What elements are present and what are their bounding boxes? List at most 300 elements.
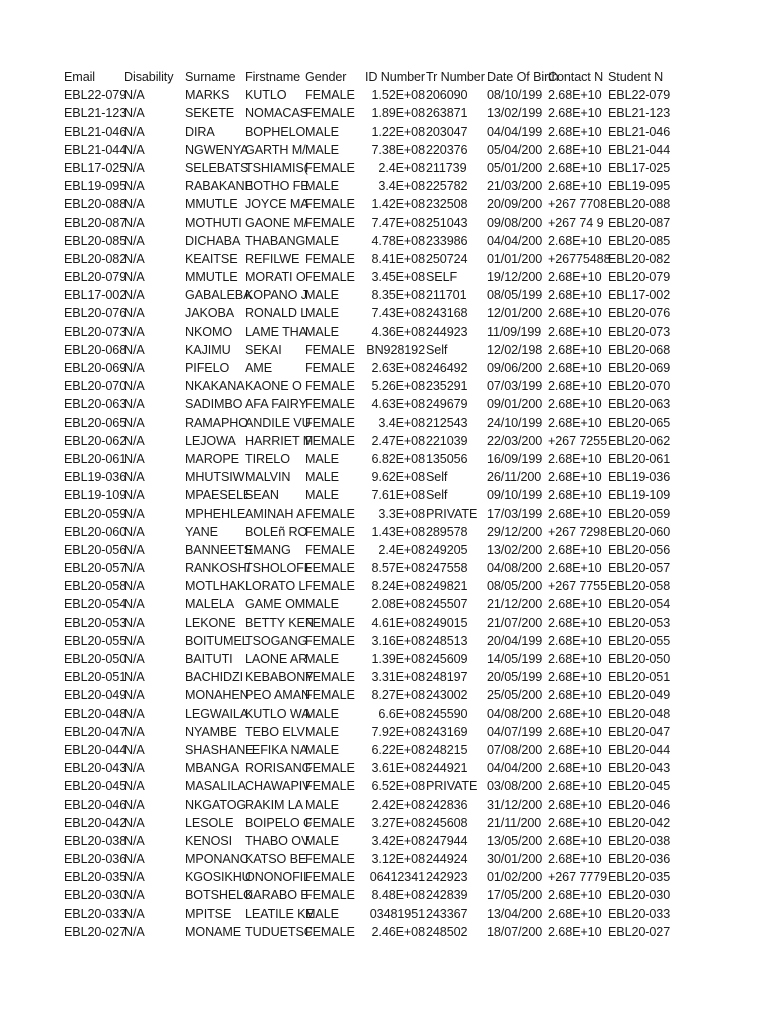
firstname-cell[interactable]: GAME OM bbox=[245, 597, 306, 612]
student-number-cell[interactable]: EBL20-043 bbox=[608, 761, 671, 776]
date-of-birth-cell[interactable]: 03/08/200 bbox=[487, 779, 543, 794]
gender-cell[interactable]: FEMALE bbox=[305, 888, 355, 903]
firstname-cell[interactable]: GARTH M/ bbox=[245, 142, 306, 157]
tr-number-cell[interactable]: 247944 bbox=[426, 833, 468, 848]
contact-number-cell[interactable]: 2.68E+10 bbox=[548, 306, 602, 321]
gender-cell[interactable]: FEMALE bbox=[305, 815, 355, 830]
email-cell[interactable]: EBL20-036 bbox=[64, 852, 127, 867]
id-number-cell[interactable]: 8.41E+08 bbox=[371, 251, 425, 266]
firstname-cell[interactable]: THABO OV bbox=[245, 833, 310, 848]
gender-cell[interactable]: FEMALE bbox=[305, 215, 355, 230]
id-number-cell[interactable]: 3.12E+08 bbox=[371, 852, 425, 867]
email-cell[interactable]: EBL20-051 bbox=[64, 670, 127, 685]
date-of-birth-cell[interactable]: 16/09/199 bbox=[487, 451, 543, 466]
surname-cell[interactable]: BANNEETS bbox=[185, 542, 253, 557]
gender-cell[interactable]: FEMALE bbox=[305, 506, 355, 521]
disability-cell[interactable]: N/A bbox=[124, 361, 145, 375]
disability-cell[interactable]: N/A bbox=[124, 542, 145, 557]
id-number-cell[interactable]: 3.27E+08 bbox=[371, 815, 425, 830]
date-of-birth-cell[interactable]: 24/10/199 bbox=[487, 415, 543, 430]
surname-cell[interactable]: RANKOSH/ bbox=[185, 561, 250, 576]
firstname-cell[interactable]: REFILWE bbox=[245, 251, 300, 266]
student-number-cell[interactable]: EBL20-085 bbox=[608, 233, 671, 248]
contact-number-cell[interactable]: 2.68E+10 bbox=[548, 179, 602, 194]
date-of-birth-cell[interactable]: 13/04/200 bbox=[487, 906, 543, 921]
surname-cell[interactable]: MPAESELE bbox=[185, 488, 252, 503]
firstname-cell[interactable]: CHAWAPIV bbox=[245, 779, 311, 794]
disability-cell[interactable]: N/A bbox=[124, 815, 145, 830]
contact-number-cell[interactable]: 2.68E+10 bbox=[548, 361, 602, 375]
date-of-birth-cell[interactable]: 21/12/200 bbox=[487, 597, 543, 612]
date-of-birth-cell[interactable]: 21/07/200 bbox=[487, 615, 543, 630]
student-number-cell[interactable]: EBL20-061 bbox=[608, 451, 671, 466]
surname-cell[interactable]: MMUTLE bbox=[185, 197, 238, 212]
date-of-birth-cell[interactable]: 20/09/200 bbox=[487, 197, 543, 212]
id-number-cell[interactable]: 4.61E+08 bbox=[371, 615, 425, 630]
surname-cell[interactable]: GABALEBA bbox=[185, 288, 252, 303]
email-cell[interactable]: EBL20-059 bbox=[64, 506, 127, 521]
email-cell[interactable]: EBL20-079 bbox=[64, 270, 127, 285]
student-number-cell[interactable]: EBL20-038 bbox=[608, 833, 671, 848]
contact-number-cell[interactable]: +267 7298 bbox=[548, 524, 607, 539]
firstname-cell[interactable]: MORATI O bbox=[245, 270, 306, 285]
id-number-cell[interactable]: 3.3E+08 bbox=[378, 506, 425, 521]
tr-number-cell[interactable]: 232508 bbox=[426, 197, 468, 212]
tr-number-cell[interactable]: 233986 bbox=[426, 233, 468, 248]
surname-cell[interactable]: MPITSE bbox=[185, 906, 232, 921]
email-cell[interactable]: EBL20-046 bbox=[64, 797, 127, 812]
email-cell[interactable]: EBL20-035 bbox=[64, 870, 127, 885]
tr-number-cell[interactable]: 212543 bbox=[426, 415, 468, 430]
student-number-cell[interactable]: EBL20-033 bbox=[608, 906, 671, 921]
date-of-birth-cell[interactable]: 19/12/200 bbox=[487, 270, 543, 285]
gender-cell[interactable]: FEMALE bbox=[305, 670, 355, 685]
email-cell[interactable]: EBL20-060 bbox=[64, 524, 127, 539]
date-of-birth-cell[interactable]: 31/12/200 bbox=[487, 797, 543, 812]
tr-number-cell[interactable]: 248513 bbox=[426, 633, 468, 648]
contact-number-cell[interactable]: 2.68E+10 bbox=[548, 779, 602, 794]
email-cell[interactable]: EBL20-055 bbox=[64, 633, 127, 648]
disability-cell[interactable]: N/A bbox=[124, 506, 145, 521]
student-number-cell[interactable]: EBL20-056 bbox=[608, 542, 671, 557]
contact-number-cell[interactable]: 2.68E+10 bbox=[548, 106, 602, 121]
id-number-cell[interactable]: 7.47E+08 bbox=[371, 215, 425, 230]
student-number-cell[interactable]: EBL17-025 bbox=[608, 160, 671, 175]
firstname-cell[interactable]: KUTLO bbox=[245, 88, 287, 103]
firstname-cell[interactable]: TSHIAMIS( bbox=[245, 160, 308, 175]
contact-number-cell[interactable]: 2.68E+10 bbox=[548, 488, 602, 503]
surname-cell[interactable]: SELEBATS bbox=[185, 160, 249, 175]
student-number-cell[interactable]: EBL20-051 bbox=[608, 670, 671, 685]
date-of-birth-cell[interactable]: 12/02/198 bbox=[487, 342, 543, 357]
id-number-cell[interactable]: 1.39E+08 bbox=[371, 652, 425, 666]
disability-cell[interactable]: N/A bbox=[124, 451, 145, 466]
gender-cell[interactable]: MALE bbox=[305, 306, 339, 321]
disability-cell[interactable]: N/A bbox=[124, 670, 145, 685]
student-number-cell[interactable]: EBL20-036 bbox=[608, 852, 671, 867]
disability-cell[interactable]: N/A bbox=[124, 797, 145, 812]
disability-cell[interactable]: N/A bbox=[124, 324, 145, 339]
email-cell[interactable]: EBL17-002 bbox=[64, 288, 127, 303]
gender-cell[interactable]: MALE bbox=[305, 652, 339, 666]
gender-cell[interactable]: MALE bbox=[305, 706, 339, 721]
student-number-cell[interactable]: EBL20-087 bbox=[608, 215, 671, 230]
tr-number-cell[interactable]: 242839 bbox=[426, 888, 468, 903]
date-of-birth-cell[interactable]: 04/04/199 bbox=[487, 124, 543, 139]
student-number-cell[interactable]: EBL20-079 bbox=[608, 270, 671, 285]
gender-cell[interactable]: FEMALE bbox=[305, 379, 355, 394]
disability-cell[interactable]: N/A bbox=[124, 270, 145, 285]
id-number-cell[interactable]: 8.35E+08 bbox=[371, 288, 425, 303]
firstname-cell[interactable]: LAONE AR bbox=[245, 652, 308, 666]
id-number-cell[interactable]: 3.42E+08 bbox=[371, 833, 425, 848]
student-number-cell[interactable]: EBL20-058 bbox=[608, 579, 671, 594]
surname-cell[interactable]: MPONANC bbox=[185, 852, 249, 867]
gender-cell[interactable]: FEMALE bbox=[305, 197, 355, 212]
email-cell[interactable]: EBL20-073 bbox=[64, 324, 127, 339]
contact-number-cell[interactable]: 2.68E+10 bbox=[548, 906, 602, 921]
email-cell[interactable]: EBL20-056 bbox=[64, 542, 127, 557]
tr-number-cell[interactable]: 135056 bbox=[426, 451, 468, 466]
disability-cell[interactable]: N/A bbox=[124, 251, 145, 266]
gender-cell[interactable]: MALE bbox=[305, 488, 339, 503]
firstname-cell[interactable]: MALVIN bbox=[245, 470, 291, 485]
date-of-birth-cell[interactable]: 21/11/200 bbox=[487, 815, 542, 830]
tr-number-cell[interactable]: SELF bbox=[426, 270, 458, 285]
column-header-date-of-birth[interactable]: Date Of Birth bbox=[487, 70, 559, 84]
id-number-cell[interactable]: 2.42E+08 bbox=[371, 797, 425, 812]
id-number-cell[interactable]: 3.4E+08 bbox=[378, 415, 425, 430]
student-number-cell[interactable]: EBL21-123 bbox=[608, 106, 671, 121]
column-header-surname[interactable]: Surname bbox=[185, 70, 236, 84]
surname-cell[interactable]: LESOLE bbox=[185, 815, 234, 830]
disability-cell[interactable]: N/A bbox=[124, 470, 145, 485]
contact-number-cell[interactable]: 2.68E+10 bbox=[548, 124, 602, 139]
surname-cell[interactable]: MBANGA bbox=[185, 761, 239, 776]
contact-number-cell[interactable]: 2.68E+10 bbox=[548, 724, 602, 739]
gender-cell[interactable]: MALE bbox=[305, 179, 339, 194]
student-number-cell[interactable]: EBL20-042 bbox=[608, 815, 671, 830]
disability-cell[interactable]: N/A bbox=[124, 342, 145, 357]
student-number-cell[interactable]: EBL20-063 bbox=[608, 397, 671, 412]
column-header-student-number[interactable]: Student N bbox=[608, 70, 664, 84]
contact-number-cell[interactable]: 2.68E+10 bbox=[548, 833, 602, 848]
email-cell[interactable]: EBL20-048 bbox=[64, 706, 127, 721]
tr-number-cell[interactable]: 248215 bbox=[426, 742, 468, 757]
gender-cell[interactable]: MALE bbox=[305, 124, 339, 139]
firstname-cell[interactable]: TSOGANG bbox=[245, 633, 308, 648]
id-number-cell[interactable]: 9.62E+08 bbox=[371, 470, 425, 485]
date-of-birth-cell[interactable]: 07/08/200 bbox=[487, 742, 543, 757]
gender-cell[interactable]: FEMALE bbox=[305, 433, 355, 448]
date-of-birth-cell[interactable]: 26/11/200 bbox=[487, 470, 542, 485]
firstname-cell[interactable]: KARABO E bbox=[245, 888, 309, 903]
firstname-cell[interactable]: BOIPELO C bbox=[245, 815, 312, 830]
date-of-birth-cell[interactable]: 13/02/199 bbox=[487, 106, 543, 121]
firstname-cell[interactable]: SEKAI bbox=[245, 342, 282, 357]
id-number-cell[interactable]: BN928192 bbox=[366, 342, 425, 357]
tr-number-cell[interactable]: Self bbox=[426, 488, 448, 503]
student-number-cell[interactable]: EBL20-068 bbox=[608, 342, 671, 357]
date-of-birth-cell[interactable]: 13/02/200 bbox=[487, 542, 543, 557]
firstname-cell[interactable]: EMANG bbox=[245, 542, 291, 557]
date-of-birth-cell[interactable]: 22/03/200 bbox=[487, 433, 543, 448]
date-of-birth-cell[interactable]: 21/03/200 bbox=[487, 179, 543, 194]
tr-number-cell[interactable]: 245608 bbox=[426, 815, 468, 830]
date-of-birth-cell[interactable]: 09/06/200 bbox=[487, 361, 543, 375]
firstname-cell[interactable]: THABANG bbox=[245, 233, 306, 248]
firstname-cell[interactable]: HARRIET M bbox=[245, 433, 314, 448]
tr-number-cell[interactable]: 247558 bbox=[426, 561, 468, 576]
contact-number-cell[interactable]: 2.68E+10 bbox=[548, 652, 602, 666]
gender-cell[interactable]: FEMALE bbox=[305, 251, 355, 266]
date-of-birth-cell[interactable]: 08/05/200 bbox=[487, 579, 543, 594]
contact-number-cell[interactable]: 2.68E+10 bbox=[548, 451, 602, 466]
email-cell[interactable]: EBL20-042 bbox=[64, 815, 127, 830]
surname-cell[interactable]: KEAITSE bbox=[185, 251, 238, 266]
firstname-cell[interactable]: AMINAH A bbox=[245, 506, 305, 521]
firstname-cell[interactable]: BOPHELO bbox=[245, 124, 306, 139]
firstname-cell[interactable]: BOTHO FE bbox=[245, 179, 309, 194]
date-of-birth-cell[interactable]: 17/05/200 bbox=[487, 888, 543, 903]
gender-cell[interactable]: FEMALE bbox=[305, 106, 355, 121]
surname-cell[interactable]: BAITUTI bbox=[185, 652, 233, 666]
disability-cell[interactable]: N/A bbox=[124, 688, 145, 703]
student-number-cell[interactable]: EBL21-046 bbox=[608, 124, 671, 139]
surname-cell[interactable]: SEKETE bbox=[185, 106, 235, 121]
firstname-cell[interactable]: KUTLO WA bbox=[245, 706, 310, 721]
contact-number-cell[interactable]: 2.68E+10 bbox=[548, 324, 602, 339]
email-cell[interactable]: EBL19-095 bbox=[64, 179, 127, 194]
disability-cell[interactable]: N/A bbox=[124, 197, 145, 212]
contact-number-cell[interactable]: 2.68E+10 bbox=[548, 742, 602, 757]
tr-number-cell[interactable]: 249679 bbox=[426, 397, 468, 412]
gender-cell[interactable]: MALE bbox=[305, 288, 339, 303]
firstname-cell[interactable]: AFA FAIRY bbox=[245, 397, 307, 412]
student-number-cell[interactable]: EBL20-082 bbox=[608, 251, 671, 266]
firstname-cell[interactable]: KOPANO J bbox=[245, 288, 307, 303]
firstname-cell[interactable]: GAONE M/ bbox=[245, 215, 308, 230]
contact-number-cell[interactable]: 2.68E+10 bbox=[548, 761, 602, 776]
tr-number-cell[interactable]: 235291 bbox=[426, 379, 468, 394]
student-number-cell[interactable]: EBL20-047 bbox=[608, 724, 671, 739]
date-of-birth-cell[interactable]: 05/04/200 bbox=[487, 142, 543, 157]
email-cell[interactable]: EBL21-044 bbox=[64, 142, 127, 157]
id-number-cell[interactable]: 3.45E+08 bbox=[371, 270, 425, 285]
email-cell[interactable]: EBL19-109 bbox=[64, 488, 127, 503]
id-number-cell[interactable]: 2.46E+08 bbox=[371, 924, 425, 939]
surname-cell[interactable]: NKGATOG bbox=[185, 797, 247, 812]
firstname-cell[interactable]: RONALD L bbox=[245, 306, 308, 321]
student-number-cell[interactable]: EBL20-054 bbox=[608, 597, 671, 612]
student-number-cell[interactable]: EBL20-027 bbox=[608, 924, 671, 939]
email-cell[interactable]: EBL20-062 bbox=[64, 433, 127, 448]
tr-number-cell[interactable]: 289578 bbox=[426, 524, 468, 539]
tr-number-cell[interactable]: 249015 bbox=[426, 615, 468, 630]
firstname-cell[interactable]: ANDILE VU bbox=[245, 415, 311, 430]
tr-number-cell[interactable]: 248502 bbox=[426, 924, 468, 939]
surname-cell[interactable]: MASALILA bbox=[185, 779, 246, 794]
date-of-birth-cell[interactable]: 20/04/199 bbox=[487, 633, 543, 648]
date-of-birth-cell[interactable]: 08/05/199 bbox=[487, 288, 543, 303]
surname-cell[interactable]: MONAME bbox=[185, 924, 242, 939]
tr-number-cell[interactable]: 203047 bbox=[426, 124, 468, 139]
disability-cell[interactable]: N/A bbox=[124, 488, 145, 503]
student-number-cell[interactable]: EBL20-048 bbox=[608, 706, 671, 721]
student-number-cell[interactable]: EBL20-070 bbox=[608, 379, 671, 394]
tr-number-cell[interactable]: 245507 bbox=[426, 597, 468, 612]
id-number-cell[interactable]: 4.78E+08 bbox=[371, 233, 425, 248]
surname-cell[interactable]: BOTSHELO bbox=[185, 888, 253, 903]
surname-cell[interactable]: BOITUMEL bbox=[185, 633, 249, 648]
student-number-cell[interactable]: EBL21-044 bbox=[608, 142, 671, 157]
contact-number-cell[interactable]: 2.68E+10 bbox=[548, 288, 602, 303]
contact-number-cell[interactable]: 2.68E+10 bbox=[548, 542, 602, 557]
contact-number-cell[interactable]: 2.68E+10 bbox=[548, 615, 602, 630]
column-header-gender[interactable]: Gender bbox=[305, 70, 347, 84]
surname-cell[interactable]: MPHEHLE bbox=[185, 506, 246, 521]
firstname-cell[interactable]: SEAN bbox=[245, 488, 279, 503]
id-number-cell[interactable]: 6.22E+08 bbox=[371, 742, 425, 757]
date-of-birth-cell[interactable]: 04/04/200 bbox=[487, 233, 543, 248]
id-number-cell[interactable]: 1.42E+08 bbox=[371, 197, 425, 212]
contact-number-cell[interactable]: 2.68E+10 bbox=[548, 706, 602, 721]
gender-cell[interactable]: FEMALE bbox=[305, 415, 355, 430]
disability-cell[interactable]: N/A bbox=[124, 415, 145, 430]
contact-number-cell[interactable]: +267 7708 bbox=[548, 197, 607, 212]
date-of-birth-cell[interactable]: 09/10/199 bbox=[487, 488, 543, 503]
disability-cell[interactable]: N/A bbox=[124, 852, 145, 867]
contact-number-cell[interactable]: 2.68E+10 bbox=[548, 633, 602, 648]
id-number-cell[interactable]: 8.24E+08 bbox=[371, 579, 425, 594]
disability-cell[interactable]: N/A bbox=[124, 615, 145, 630]
firstname-cell[interactable]: TIRELO bbox=[245, 451, 290, 466]
contact-number-cell[interactable]: 2.68E+10 bbox=[548, 470, 602, 485]
surname-cell[interactable]: NGWENYA bbox=[185, 142, 249, 157]
contact-number-cell[interactable]: +267 7755 bbox=[548, 579, 607, 594]
surname-cell[interactable]: SHASHANE bbox=[185, 742, 254, 757]
tr-number-cell[interactable]: 211701 bbox=[426, 288, 467, 303]
email-cell[interactable]: EBL20-076 bbox=[64, 306, 127, 321]
contact-number-cell[interactable]: 2.68E+10 bbox=[548, 379, 602, 394]
email-cell[interactable]: EBL20-070 bbox=[64, 379, 127, 394]
id-number-cell[interactable]: 4.63E+08 bbox=[371, 397, 425, 412]
email-cell[interactable]: EBL20-044 bbox=[64, 742, 127, 757]
student-number-cell[interactable]: EBL20-057 bbox=[608, 561, 671, 576]
email-cell[interactable]: EBL22-079 bbox=[64, 88, 127, 103]
student-number-cell[interactable]: EBL20-035 bbox=[608, 870, 671, 885]
date-of-birth-cell[interactable]: 07/03/199 bbox=[487, 379, 543, 394]
gender-cell[interactable]: FEMALE bbox=[305, 524, 355, 539]
email-cell[interactable]: EBL20-049 bbox=[64, 688, 127, 703]
firstname-cell[interactable]: KEBABONY bbox=[245, 670, 314, 685]
tr-number-cell[interactable]: 263871 bbox=[426, 106, 468, 121]
disability-cell[interactable]: N/A bbox=[124, 160, 145, 175]
firstname-cell[interactable]: BETTY KEN bbox=[245, 615, 314, 630]
tr-number-cell[interactable]: 220376 bbox=[426, 142, 468, 157]
id-number-cell[interactable]: 4.36E+08 bbox=[371, 324, 425, 339]
id-number-cell[interactable]: 7.43E+08 bbox=[371, 306, 425, 321]
student-number-cell[interactable]: EBL20-088 bbox=[608, 197, 671, 212]
firstname-cell[interactable]: TEBO ELVI bbox=[245, 724, 309, 739]
contact-number-cell[interactable]: 2.68E+10 bbox=[548, 397, 602, 412]
disability-cell[interactable]: N/A bbox=[124, 633, 145, 648]
email-cell[interactable]: EBL17-025 bbox=[64, 160, 127, 175]
disability-cell[interactable]: N/A bbox=[124, 761, 145, 776]
student-number-cell[interactable]: EBL19-109 bbox=[608, 488, 671, 503]
firstname-cell[interactable]: PEO AMAN bbox=[245, 688, 310, 703]
gender-cell[interactable]: FEMALE bbox=[305, 561, 355, 576]
column-header-firstname[interactable]: Firstname bbox=[245, 70, 301, 84]
disability-cell[interactable]: N/A bbox=[124, 561, 145, 576]
email-cell[interactable]: EBL20-030 bbox=[64, 888, 127, 903]
date-of-birth-cell[interactable]: 09/08/200 bbox=[487, 215, 543, 230]
email-cell[interactable]: EBL20-085 bbox=[64, 233, 127, 248]
contact-number-cell[interactable]: 2.68E+10 bbox=[548, 852, 602, 867]
tr-number-cell[interactable]: 243169 bbox=[426, 724, 468, 739]
email-cell[interactable]: EBL20-061 bbox=[64, 451, 127, 466]
gender-cell[interactable]: FEMALE bbox=[305, 270, 355, 285]
student-number-cell[interactable]: EBL20-073 bbox=[608, 324, 671, 339]
firstname-cell[interactable]: TSHOLOFE bbox=[245, 561, 313, 576]
tr-number-cell[interactable]: 243168 bbox=[426, 306, 468, 321]
tr-number-cell[interactable]: 249205 bbox=[426, 542, 468, 557]
contact-number-cell[interactable]: 2.68E+10 bbox=[548, 88, 602, 103]
id-number-cell[interactable]: 1.52E+08 bbox=[371, 88, 425, 103]
student-number-cell[interactable]: EBL20-046 bbox=[608, 797, 671, 812]
email-cell[interactable]: EBL20-053 bbox=[64, 615, 127, 630]
gender-cell[interactable]: FEMALE bbox=[305, 852, 355, 867]
contact-number-cell[interactable]: 2.68E+10 bbox=[548, 160, 602, 175]
disability-cell[interactable]: N/A bbox=[124, 906, 145, 921]
id-number-cell[interactable]: 3.31E+08 bbox=[371, 670, 425, 685]
gender-cell[interactable]: MALE bbox=[305, 833, 339, 848]
firstname-cell[interactable]: ONONOFIL bbox=[245, 870, 310, 885]
id-number-cell[interactable]: 8.27E+08 bbox=[371, 688, 425, 703]
contact-number-cell[interactable]: 2.68E+10 bbox=[548, 815, 602, 830]
date-of-birth-cell[interactable]: 30/01/200 bbox=[487, 852, 543, 867]
id-number-cell[interactable]: 1.22E+08 bbox=[371, 124, 425, 139]
firstname-cell[interactable]: LORATO L bbox=[245, 579, 306, 594]
date-of-birth-cell[interactable]: 04/07/199 bbox=[487, 724, 543, 739]
id-number-cell[interactable]: 3.4E+08 bbox=[378, 179, 425, 194]
contact-number-cell[interactable]: 2.68E+10 bbox=[548, 688, 602, 703]
surname-cell[interactable]: LEKONE bbox=[185, 615, 236, 630]
date-of-birth-cell[interactable]: 01/01/200 bbox=[487, 251, 543, 266]
disability-cell[interactable]: N/A bbox=[124, 215, 145, 230]
surname-cell[interactable]: MONAHEN bbox=[185, 688, 249, 703]
date-of-birth-cell[interactable]: 01/02/200 bbox=[487, 870, 543, 885]
student-number-cell[interactable]: EBL17-002 bbox=[608, 288, 671, 303]
disability-cell[interactable]: N/A bbox=[124, 88, 145, 103]
surname-cell[interactable]: YANE bbox=[185, 524, 218, 539]
email-cell[interactable]: EBL20-043 bbox=[64, 761, 127, 776]
id-number-cell[interactable]: 1.89E+08 bbox=[371, 106, 425, 121]
date-of-birth-cell[interactable]: 20/05/199 bbox=[487, 670, 543, 685]
tr-number-cell[interactable]: 244923 bbox=[426, 324, 468, 339]
date-of-birth-cell[interactable]: 09/01/200 bbox=[487, 397, 543, 412]
date-of-birth-cell[interactable]: 11/09/199 bbox=[487, 324, 542, 339]
tr-number-cell[interactable]: 246492 bbox=[426, 361, 468, 375]
contact-number-cell[interactable]: +267 7255 bbox=[548, 433, 607, 448]
firstname-cell[interactable]: AME bbox=[245, 361, 272, 375]
email-cell[interactable]: EBL20-027 bbox=[64, 924, 127, 939]
surname-cell[interactable]: MHUTSIW bbox=[185, 470, 245, 485]
disability-cell[interactable]: N/A bbox=[124, 597, 145, 612]
disability-cell[interactable]: N/A bbox=[124, 524, 145, 539]
column-header-tr-number[interactable]: Tr Number bbox=[426, 70, 485, 84]
disability-cell[interactable]: N/A bbox=[124, 779, 145, 794]
